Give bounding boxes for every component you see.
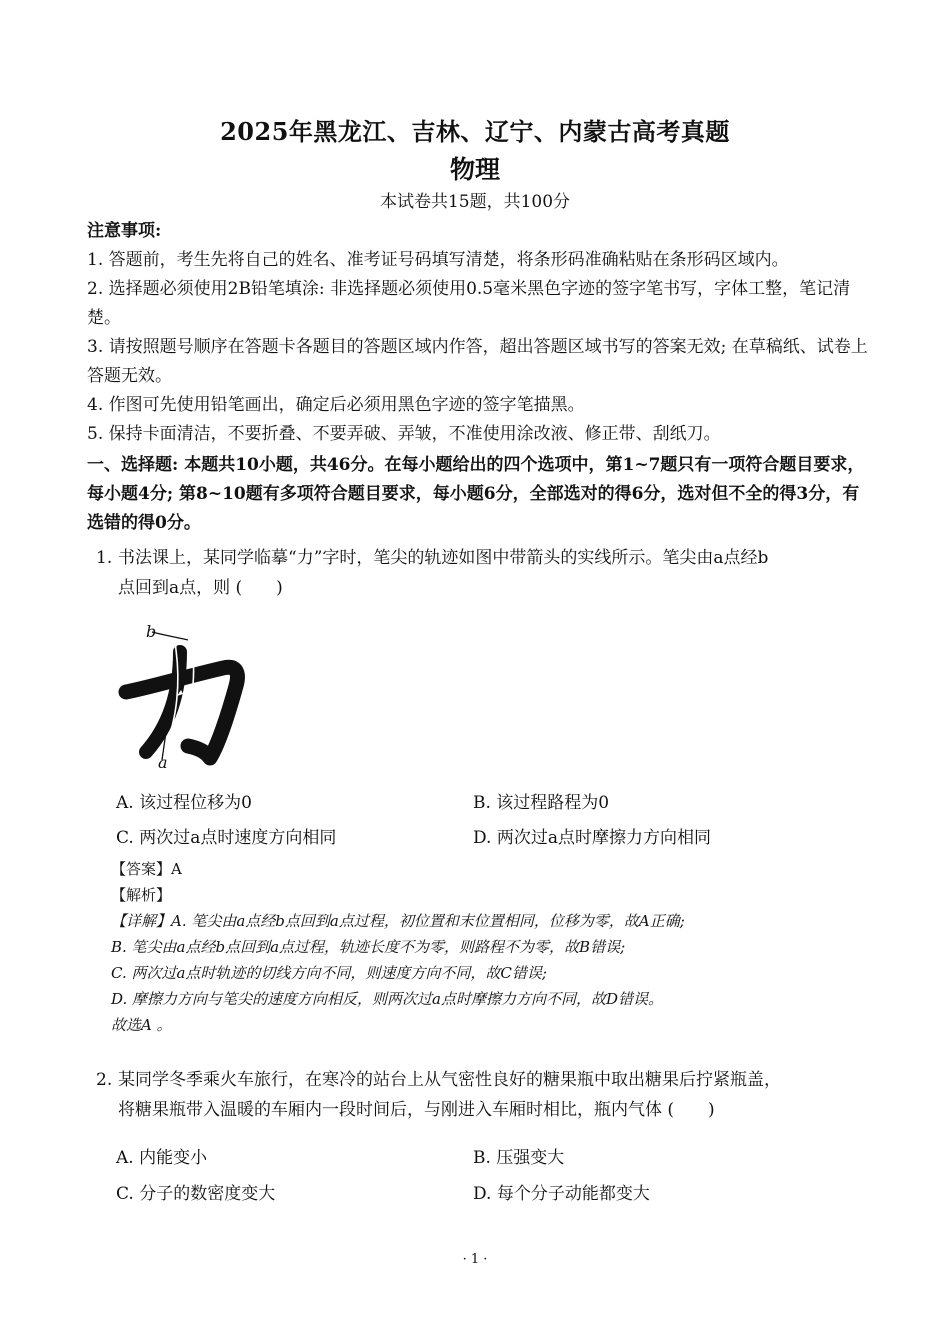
option-c[interactable]: C. 分子的数密度变大: [116, 1184, 276, 1204]
question-stem: 某同学冬季乘火车旅行，在寒冷的站台上从气密性良好的糖果瓶中取出糖果后拧紧瓶盖，: [118, 1070, 781, 1090]
question-2: [96, 1065, 872, 1125]
option-a[interactable]: A. 该过程位移为0: [116, 793, 252, 813]
option-b[interactable]: B. 该过程路程为0: [473, 793, 610, 813]
exam-info: 本试卷共15题，共100分: [379, 192, 571, 212]
question-number: 2.: [96, 1070, 113, 1090]
notes-heading: 注意事项:: [87, 221, 162, 241]
point-a-label: a: [158, 753, 168, 770]
question-1: [96, 543, 872, 603]
note-item: 1. 答题前，考生先将自己的姓名、准考证号码填写清楚，将条形码准确粘贴在条形码区域内。: [87, 250, 789, 270]
answer-line: 【答案】A: [111, 860, 182, 878]
brush-stroke-left-falling: [146, 652, 180, 752]
option-c[interactable]: C. 两次过a点时速度方向相同: [116, 828, 337, 848]
notes-list: [87, 246, 872, 449]
option-a[interactable]: A. 内能变小: [116, 1148, 208, 1168]
answer-block: [111, 856, 881, 1038]
li-character-drawing: [118, 620, 248, 770]
option-d[interactable]: D. 每个分子动能都变大: [473, 1184, 650, 1204]
page-number: · 1 ·: [462, 1252, 488, 1267]
exam-title: 2025年黑龙江、吉林、辽宁、内蒙古高考真题: [220, 117, 730, 146]
analysis-line: 故选A 。: [111, 1016, 172, 1034]
analysis-line: C. 两次过a点时轨迹的切线方向不同，则速度方向不同，故C错误;: [111, 964, 547, 982]
option-d[interactable]: D. 两次过a点时摩擦力方向相同: [473, 828, 711, 848]
point-b-label: b: [146, 622, 157, 641]
b-pointer-line: [152, 632, 188, 640]
analysis-line: B. 笔尖由a点经b点回到a点过程，轨迹长度不为零，则路程不为零，故B错误;: [111, 938, 626, 956]
note-item: 5. 保持卡面清洁，不要折叠、不要弄破、弄皱，不准使用涂改液、修正带、刮纸刀。: [87, 424, 721, 444]
note-item: 4. 作图可先使用铅笔画出，确定后必须用黑色字迹的签字笔描黑。: [87, 395, 585, 415]
option-b[interactable]: B. 压强变大: [473, 1148, 565, 1168]
analysis-heading: 【解析】: [111, 886, 172, 904]
question-stem: 将糖果瓶带入温暖的车厢内一段时间后，与刚进入车厢时相比，瓶内气体 ( ): [118, 1100, 715, 1120]
question-stem: 书法课上，某同学临摹“力”字时，笔尖的轨迹如图中带箭头的实线所示。笔尖由a点经b: [118, 548, 769, 568]
note-item: 3. 请按照题号顺序在答题卡各题目的答题区域内作答，超出答题区域书写的答案无效; 在草稿纸、试卷上答题无效。: [87, 337, 868, 386]
analysis-line: D. 摩擦力方向与笔尖的速度方向相反，则两次过a点时摩擦力方向不同，故D错误。: [111, 990, 664, 1008]
section-heading: 一、选择题: 本题共10小题，共46分。在每小题给出的四个选项中，第1~7题只有一项符合题目要求，每小题4分; 第8~10题有多项符合题目要求，每小题6分，全部选对的得6分，选对但不全的得3分，有选错的得0分。: [87, 455, 865, 533]
analysis-line: 【详解】A. 笔尖由a点经b点回到a点过程，初位置和末位置相同，位移为零，故A正确;: [111, 912, 685, 930]
calligraphy-figure: [118, 620, 248, 770]
note-item: 2. 选择题必须使用2B铅笔填涂: 非选择题必须使用0.5毫米黑色字迹的签字笔书写，字体工整，笔记清楚。: [87, 279, 851, 328]
question-number: 1.: [96, 548, 113, 568]
subject-title: 物理: [449, 155, 500, 184]
question-stem: 点回到a点，则 ( ): [118, 578, 283, 598]
